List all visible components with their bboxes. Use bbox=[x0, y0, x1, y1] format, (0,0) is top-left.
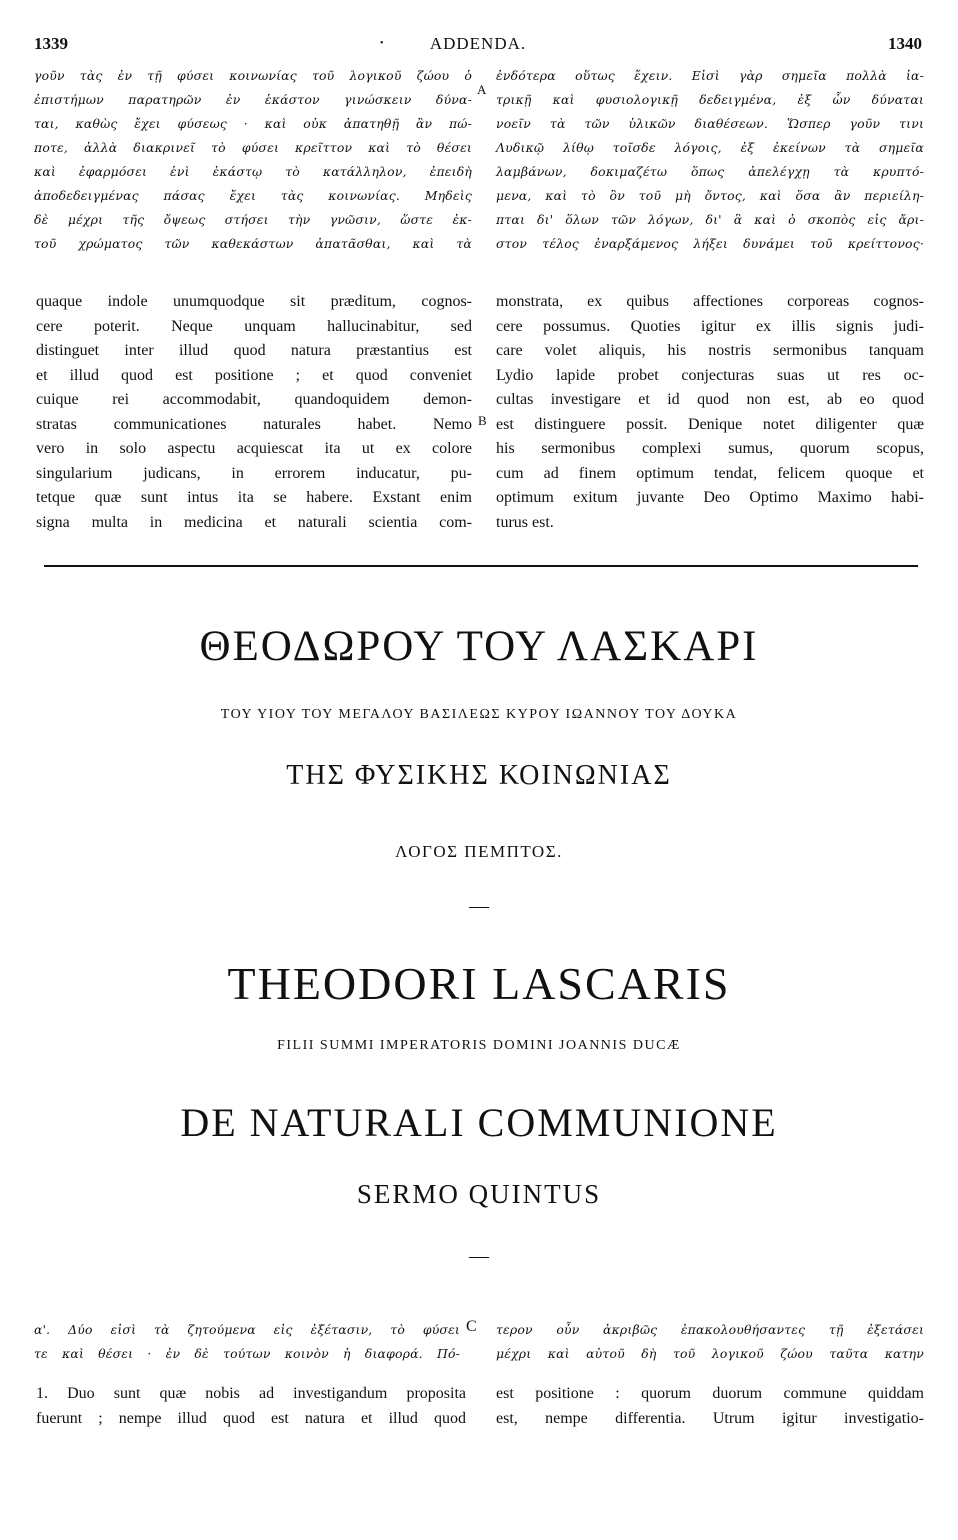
text-line: signa multa in medicina et naturali scientia com- bbox=[36, 513, 472, 531]
latin-top-right-column bbox=[496, 290, 924, 535]
latin-bottom-left-column bbox=[36, 1382, 466, 1431]
margin-marker-c: C bbox=[466, 1318, 477, 1335]
text-line: distinguet inter illud quod natura præstantius est bbox=[36, 342, 472, 359]
latin-subtitle: FILII SUMMI IMPERATORIS DOMINI JOANNIS DUCÆ bbox=[277, 1038, 681, 1053]
text-line: λαμβάνων, δοκιμαζέτω ὅπως ἀπελέγχῃ τὰ κρυπτό- bbox=[496, 164, 924, 179]
text-line: fuerunt ; nempe illud quod est natura et illud quod bbox=[36, 1409, 466, 1427]
text-line: turus est. bbox=[496, 513, 554, 531]
margin-marker-b: B bbox=[478, 413, 487, 428]
text-line: 1. Duo sunt quæ nobis ad investigandum proposita bbox=[36, 1385, 466, 1402]
running-title: ADDENDA. bbox=[429, 34, 527, 53]
greek-bottom-left-column bbox=[34, 1318, 460, 1366]
section-divider bbox=[44, 565, 918, 567]
greek-top-left-column bbox=[34, 64, 472, 256]
text-line: Lydio lapide probet conjecturas suas ut res oc- bbox=[496, 366, 924, 384]
text-line: et illud quod est positione ; et quod conveniet bbox=[36, 366, 472, 384]
text-line: ἀποδεδειγμένας πάσας ἔχει τὰς κοινωνίας. Μηδεὶς bbox=[34, 188, 472, 203]
text-line: Λυδικῷ λίθῳ τοῖσδε λόγοις, ἐξ ἐκείνων τὰ σημεῖα bbox=[496, 140, 924, 155]
text-line: μέχρι καὶ αὐτοῦ δὴ τοῦ λογικοῦ ζώου ταῦτα κατην bbox=[496, 1346, 924, 1361]
greek-work-title: ΤΗΣ ΦΥΣΙΚΗΣ ΚΟΙΝΩΝΙΑΣ bbox=[286, 760, 672, 791]
greek-title: ΘΕΟΔΩΡΟΥ ΤΟΥ ΛΑΣΚΑΡΙ bbox=[199, 623, 759, 670]
text-line: τε καὶ θέσει · ἐν δὲ τούτων κοινὸν ἡ διαφορά. Πό- bbox=[34, 1346, 460, 1361]
latin-book-title: SERMO QUINTUS bbox=[356, 1179, 602, 1209]
text-line: singularium judicans, in errorem inducatur, pu- bbox=[36, 464, 472, 482]
page-number-left: 1339 bbox=[34, 34, 68, 53]
text-line: τοῦ χρώματος τῶν καθεκάστων ἀπατᾶσθαι, καὶ τὰ bbox=[34, 236, 472, 251]
text-line: ται, καθὼς ἔχει φύσεως · καὶ οὐκ ἀπατηθῇ ἂν πώ- bbox=[34, 116, 472, 131]
greek-top-right-column bbox=[496, 64, 924, 256]
text-line: care volet aliquis, his nostris sermonibus tanquam bbox=[496, 342, 924, 359]
text-line: πται δι' ὅλων τῶν λόγων, δι' ἃ καὶ ὁ σκοπὸς εἰς ἄρι- bbox=[496, 212, 924, 227]
text-line: cultas investigare et id quod non est, ab eo quod bbox=[496, 391, 924, 408]
text-line: stratas communicationes naturales habet. Nemo bbox=[36, 415, 472, 433]
text-line: ἐνδότερα οὕτως ἔχειν. Εἰσὶ γὰρ σημεῖα πολλὰ ἰα- bbox=[496, 68, 924, 83]
header-dot: • bbox=[380, 38, 384, 49]
running-header bbox=[34, 34, 922, 58]
latin-top-left-column bbox=[36, 290, 472, 535]
text-line: τρικῇ καὶ φυσιολογικῇ δεδειγμένα, ἐξ ὧν δύναται bbox=[496, 92, 924, 107]
text-line: ποτε, ἀλλὰ διακρινεῖ τὸ φύσει κρεῖττον καὶ τὸ θέσει bbox=[34, 140, 472, 155]
text-line: στον τέλος ἐναρξάμενος λήξει δυνάμει τοῦ κρείττονος· bbox=[496, 236, 924, 251]
text-line: γοῦν τὰς ἐν τῇ φύσει κοινωνίας τοῦ λογικοῦ ζώου ὁ bbox=[34, 68, 472, 83]
latin-title: THEODORI LASCARIS bbox=[227, 958, 731, 1009]
text-line: cere poterit. Neque unquam hallucinabitur, sed bbox=[36, 317, 472, 335]
text-line: optimum exitum juvante Deo Optimo Maximo habi- bbox=[496, 489, 924, 506]
text-line: quaque indole unumquodque sit præditum, cognos- bbox=[36, 293, 472, 310]
page-number-right: 1340 bbox=[888, 34, 922, 53]
text-line: cere possumus. Quoties igitur ex illis signis judi- bbox=[496, 317, 924, 335]
greek-subtitle: ΤΟΥ ΥΙΟΥ ΤΟΥ ΜΕΓΑΛΟΥ ΒΑΣΙΛΕΩΣ ΚΥΡΟΥ ΙΩΑΝΝΟΥ ΤΟΥ ΔΟΥΚΑ bbox=[220, 707, 738, 722]
text-line: vero in solo aspectu acquiescat ita ut ex colore bbox=[36, 440, 472, 457]
margin-marker-a: A bbox=[477, 82, 487, 97]
text-line: τερον οὖν ἀκριβῶς ἐπακολουθήσαντες τῇ ἐξετάσει bbox=[496, 1322, 924, 1337]
text-line: tetque quæ sunt intus ita se habere. Exstant enim bbox=[36, 489, 472, 506]
text-line: μενα, καὶ τὸ ὂν τοῦ μὴ ὄντος, καὶ ὅσα ἂν περιείλη- bbox=[496, 188, 924, 203]
text-line: ἐπιστήμων παρατηρῶν ἐν ἑκάστον γινώσκειν δύνα- bbox=[34, 92, 472, 107]
text-line: καὶ ἐφαρμόσει ἑνὶ ἑκάστῳ τὸ κατάλληλον, ἐπειδὴ bbox=[34, 164, 472, 179]
title-dash-2: — bbox=[469, 1245, 489, 1267]
text-line: νοεῖν τὰ τῶν ὑλικῶν διαθέσεων. Ὥσπερ γοῦν τινι bbox=[496, 116, 924, 131]
greek-bottom-right-column bbox=[496, 1318, 924, 1366]
latin-work-title: DE NATURALI COMMUNIONE bbox=[180, 1100, 778, 1145]
text-line: est positione : quorum duorum commune quiddam bbox=[496, 1385, 924, 1402]
text-line: δὲ μέχρι τῆς ὄψεως στήσει τὴν γνῶσιν, ὥστε ἐκ- bbox=[34, 212, 472, 227]
text-line: his sermonibus complexi sumus, quorum scopus, bbox=[496, 440, 924, 457]
text-line: est distinguere possit. Denique notet diligenter quæ bbox=[496, 415, 924, 433]
text-line: α'. Δύο εἰσὶ τὰ ζητούμενα εἰς ἐξέτασιν, τὸ φύσει bbox=[34, 1322, 460, 1337]
latin-bottom-right-column bbox=[496, 1382, 924, 1431]
title-dash: — bbox=[469, 895, 489, 917]
text-line: est, nempe differentia. Utrum igitur investigatio- bbox=[496, 1409, 924, 1427]
text-line: cum ad finem optimum tendat, felicem quoque et bbox=[496, 464, 924, 482]
text-line: monstrata, ex quibus affectiones corporeas cognos- bbox=[496, 293, 924, 310]
text-line: cuique rei accommodabit, quandoquidem demon- bbox=[36, 391, 472, 408]
greek-book-title: ΛΟΓΟΣ ΠΕΜΠΤΟΣ. bbox=[395, 842, 563, 861]
